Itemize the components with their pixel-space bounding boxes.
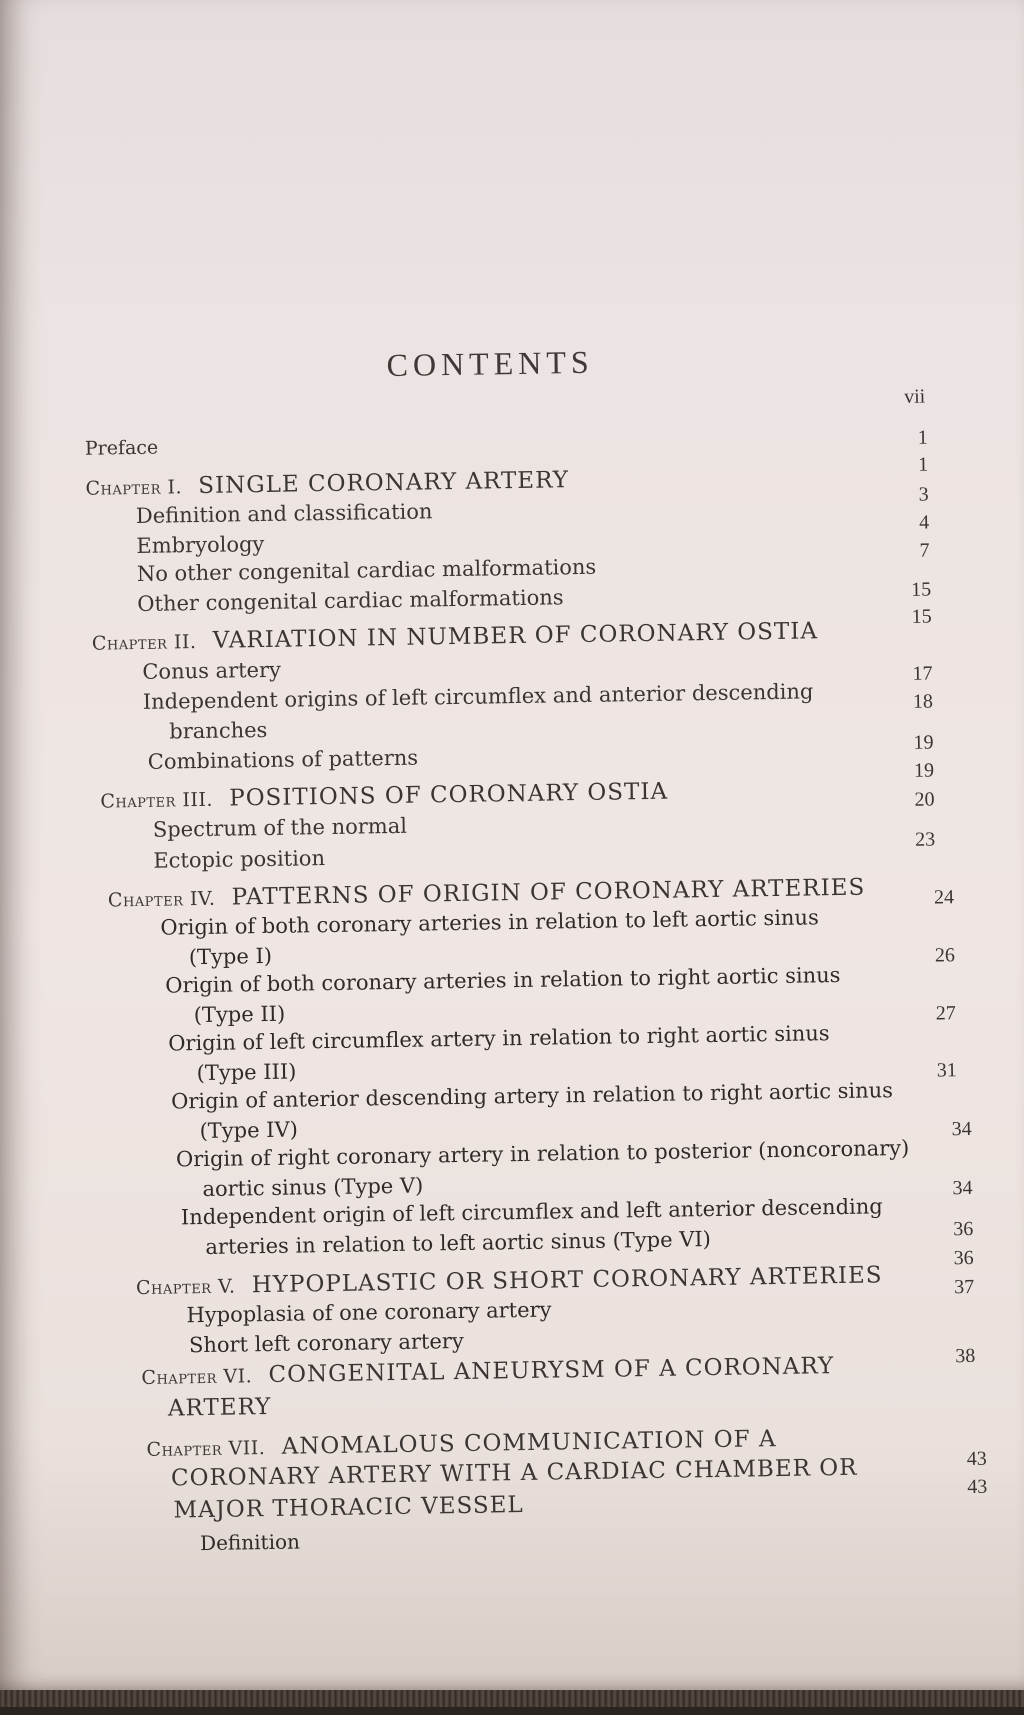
toc-chapter-6 <box>141 1355 834 1389</box>
chapter-label: Chapter I. <box>85 476 183 500</box>
page-number: 19 <box>913 731 934 754</box>
chapter-title: ANOMALOUS COMMUNICATION OF A <box>281 1426 777 1460</box>
chapter-label: Chapter VI. <box>141 1365 253 1390</box>
toc-entry: Short left coronary artery <box>188 1328 464 1358</box>
chapter-label: Chapter III. <box>100 788 214 813</box>
toc-chapter-7 <box>146 1428 776 1461</box>
toc-entry: Independent origins of left circumflex and anterior descending <box>142 679 814 714</box>
page-number: 43 <box>967 1475 988 1499</box>
toc-entry: Origin of right coronary artery in relation to posterior (noncoronary) <box>175 1135 910 1172</box>
chapter-label: Chapter VII. <box>146 1437 266 1461</box>
page-number: 38 <box>955 1344 976 1368</box>
toc-entry: No other congenital cardiac malformations <box>136 554 597 586</box>
page-number: 17 <box>912 662 933 685</box>
chapter-title: VARIATION IN NUMBER OF CORONARY OSTIA <box>212 618 819 654</box>
page-number: 1 <box>918 453 929 476</box>
toc-entry: aortic sinus (Type V) <box>202 1173 424 1202</box>
toc-entry: Independent origin of left circumflex and left anterior descending <box>180 1194 883 1230</box>
toc-chapter-2 <box>92 620 818 654</box>
chapter-title: CONGENITAL ANEURYSM OF A CORONARY <box>268 1353 835 1389</box>
page-number: 26 <box>934 944 956 967</box>
page-number: 34 <box>951 1117 972 1141</box>
toc-entry: arteries in relation to left aortic sinus (Type VI) <box>205 1227 712 1259</box>
page-number: 27 <box>935 1002 957 1025</box>
toc-entry: (Type IV) <box>199 1117 299 1144</box>
page-number: vii <box>903 385 926 408</box>
toc-chapter-1 <box>85 469 569 500</box>
toc-entry: (Type II) <box>193 1001 286 1028</box>
toc-entry: Origin of both coronary arteries in relation to left aortic sinus <box>160 905 819 940</box>
toc-chapter-5 <box>136 1264 883 1299</box>
page-number: 37 <box>953 1275 975 1299</box>
chapter-label: Chapter IV. <box>107 887 216 912</box>
toc-entry-preface: Preface <box>84 436 159 460</box>
page-number: 15 <box>911 578 932 601</box>
page-number: 1 <box>917 426 928 449</box>
page-number: 24 <box>933 886 955 909</box>
toc-entry: Definition <box>199 1529 301 1556</box>
page-title: CONTENTS <box>386 343 594 384</box>
toc-chapter-3 <box>100 778 669 813</box>
page-number: 43 <box>966 1447 988 1471</box>
toc-entry: Spectrum of the normal <box>152 813 408 842</box>
toc-entry: Combinations of patterns <box>147 745 419 774</box>
toc-entry: Origin of anterior descending artery in relation to right aortic sinus <box>170 1078 894 1114</box>
toc-entry: Hypoplasia of one coronary artery <box>186 1297 552 1328</box>
page-number: 36 <box>953 1217 974 1241</box>
toc-entry: Definition and classification <box>135 499 433 528</box>
toc-entry: Origin of both coronary arteries in relation to right aortic sinus <box>165 962 841 998</box>
chapter-title-continued: MAJOR THORACIC VESSEL <box>173 1492 524 1524</box>
page-number: 18 <box>912 690 934 713</box>
chapter-title: PATTERNS OF ORIGIN OF CORONARY ARTERIES <box>231 874 866 911</box>
chapter-title: HYPOPLASTIC OR SHORT CORONARY ARTERIES <box>251 1262 883 1299</box>
page-number: 31 <box>936 1059 957 1082</box>
toc-entry: Other congenital cardiac malformations <box>137 585 564 616</box>
page-number: 4 <box>918 511 930 534</box>
page-number: 3 <box>918 483 929 506</box>
chapter-label: Chapter V. <box>135 1275 236 1300</box>
chapter-title-continued: ARTERY <box>167 1393 272 1422</box>
page-number: 20 <box>914 788 935 811</box>
toc-entry: branches <box>169 717 268 744</box>
page-number: 36 <box>953 1246 974 1270</box>
chapter-title: SINGLE CORONARY ARTERY <box>198 467 570 500</box>
toc-entry: Ectopic position <box>153 846 326 873</box>
toc-entry: Conus artery <box>142 657 282 684</box>
page-number: 34 <box>952 1176 973 1200</box>
page-number: 23 <box>914 828 936 851</box>
page-number: 7 <box>919 539 930 562</box>
page-number: 15 <box>911 605 932 628</box>
toc-entry: Origin of left circumflex artery in relation to right aortic sinus <box>168 1021 830 1056</box>
page-number: 19 <box>913 759 935 782</box>
chapter-label: Chapter II. <box>91 631 197 655</box>
toc-entry: (Type I) <box>188 943 273 970</box>
toc-entry: (Type III) <box>196 1059 297 1086</box>
chapter-title: POSITIONS OF CORONARY OSTIA <box>229 778 669 812</box>
toc-entry: Embryology <box>136 531 265 558</box>
chapter-title-continued: CORONARY ARTERY WITH A CARDIAC CHAMBER OR <box>170 1454 858 1492</box>
